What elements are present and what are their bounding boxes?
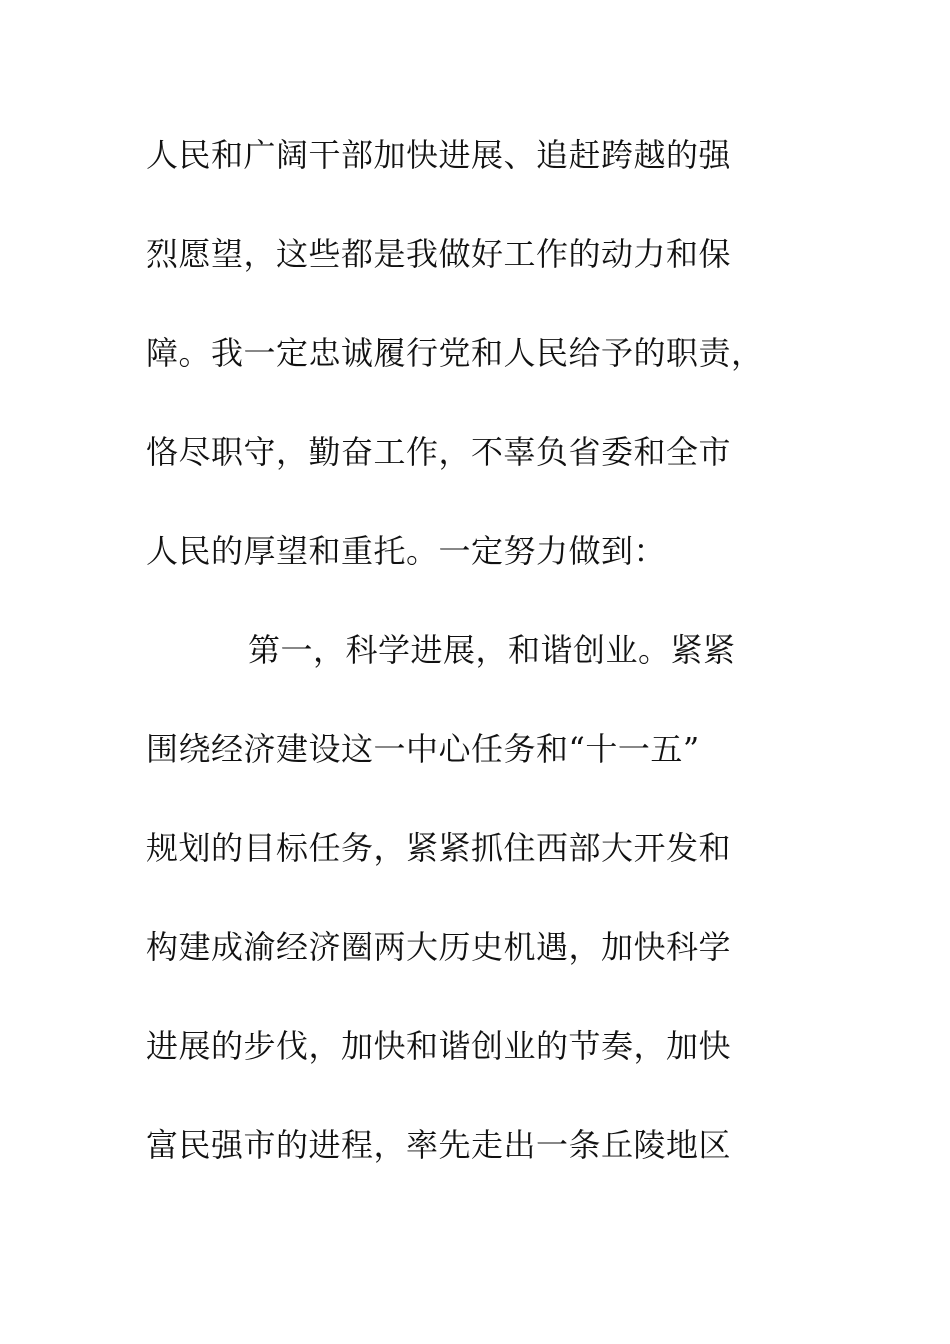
text-line: 人民和广阔干部加快进展、追赶跨越的强 xyxy=(146,136,732,174)
text-line: 烈愿望，这些都是我做好工作的动力和保 xyxy=(146,235,732,273)
text-line: 进展的步伐，加快和谐创业的节奏，加快 xyxy=(146,1027,732,1065)
paragraph-start-line: 第一，科学进展，和谐创业。紧紧 xyxy=(248,631,736,669)
text-line: 障。我一定忠诚履行党和人民给予的职责， xyxy=(146,334,764,372)
text-line: 人民的厚望和重托。一定努力做到： xyxy=(146,532,667,570)
text-line: 规划的目标任务，紧紧抓住西部大开发和 xyxy=(146,829,732,867)
text-line: 围绕经济建设这一中心任务和“十一五” xyxy=(146,730,700,768)
text-line: 恪尽职守，勤奋工作，不辜负省委和全市 xyxy=(146,433,732,471)
body-text xyxy=(146,126,806,1215)
text-line: 构建成渝经济圈两大历史机遇，加快科学 xyxy=(146,928,732,966)
text-line: 富民强市的进程，率先走出一条丘陵地区 xyxy=(146,1126,732,1164)
